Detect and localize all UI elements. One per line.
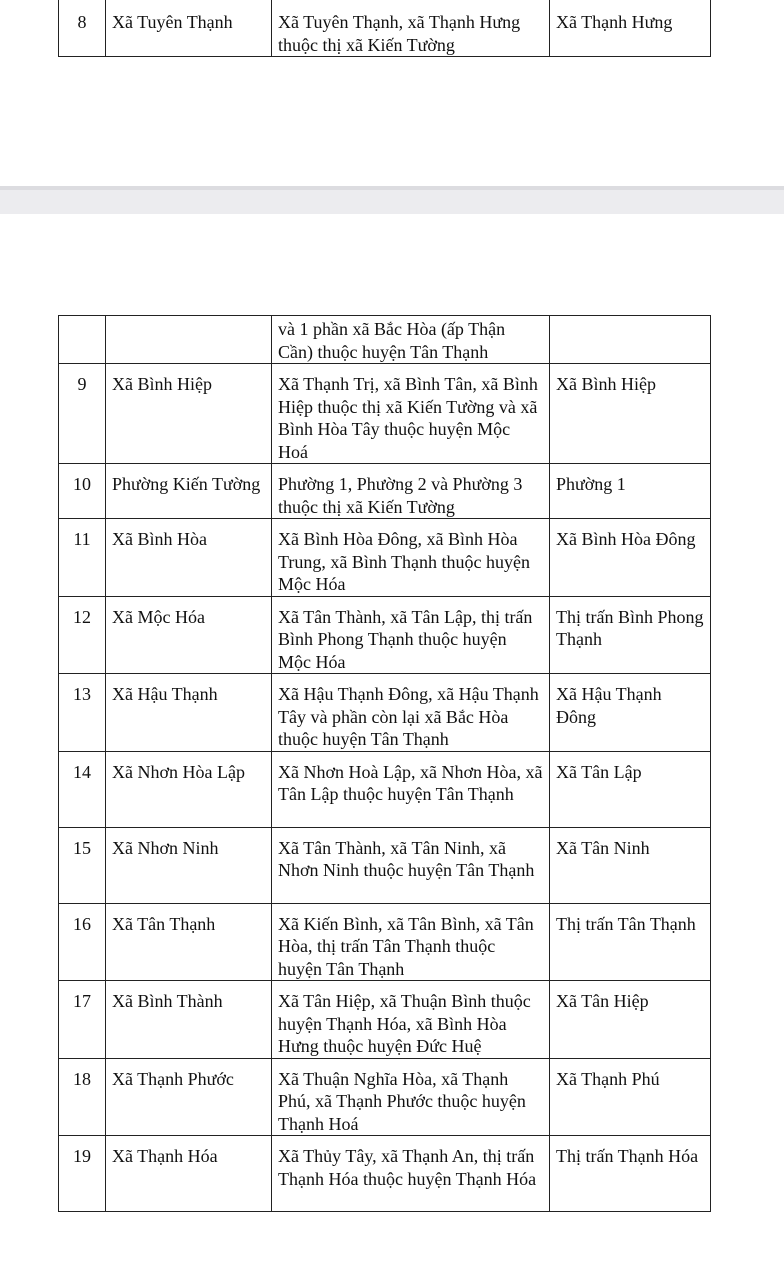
admin-seat: Xã Thạnh Phú [550,1058,711,1136]
row-number: 10 [59,464,106,519]
merged-units: Phường 1, Phường 2 và Phường 3 thuộc thị xã Kiến Tường [272,464,550,519]
page-separator [0,186,784,214]
admin-seat: Xã Tân Hiệp [550,981,711,1059]
admin-seat: Phường 1 [550,464,711,519]
table-row [59,464,711,519]
merged-units: Xã Thủy Tây, xã Thạnh An, thị trấn Thạnh Hóa thuộc huyện Thạnh Hóa [272,1136,550,1212]
table-row [59,1058,711,1136]
admin-seat: Xã Bình Hiệp [550,364,711,464]
merged-units: Xã Tân Thành, xã Tân Lập, thị trấn Bình Phong Thạnh thuộc huyện Mộc Hóa [272,596,550,674]
new-unit-name: Xã Mộc Hóa [106,596,272,674]
row-number: 8 [59,0,106,57]
new-unit-name: Xã Bình Hiệp [106,364,272,464]
new-unit-name: Xã Hậu Thạnh [106,674,272,752]
row-number: 13 [59,674,106,752]
merger-table-bottom [58,315,711,1212]
merged-units: Xã Tân Thành, xã Tân Ninh, xã Nhơn Ninh thuộc huyện Tân Thạnh [272,827,550,903]
table-row [59,596,711,674]
admin-seat: Xã Tân Ninh [550,827,711,903]
admin-seat: Xã Thạnh Hưng [550,0,711,57]
merged-units: Xã Thuận Nghĩa Hòa, xã Thạnh Phú, xã Thạnh Phước thuộc huyện Thạnh Hoá [272,1058,550,1136]
merged-units: Xã Hậu Thạnh Đông, xã Hậu Thạnh Tây và phần còn lại xã Bắc Hòa thuộc huyện Tân Thạnh [272,674,550,752]
new-unit-name: Xã Tân Thạnh [106,903,272,981]
row-number: 19 [59,1136,106,1212]
admin-seat: Xã Tân Lập [550,751,711,827]
admin-seat [550,316,711,364]
table-row [59,674,711,752]
admin-seat: Thị trấn Thạnh Hóa [550,1136,711,1212]
row-number: 11 [59,519,106,597]
admin-seat: Thị trấn Bình Phong Thạnh [550,596,711,674]
merged-units: Xã Tuyên Thạnh, xã Thạnh Hưng thuộc thị xã Kiến Tường [272,0,550,57]
new-unit-name: Xã Nhơn Ninh [106,827,272,903]
table-row-continuation [59,316,711,364]
row-number [59,316,106,364]
merged-units: Xã Tân Hiệp, xã Thuận Bình thuộc huyện Thạnh Hóa, xã Bình Hòa Hưng thuộc huyện Đức Huệ [272,981,550,1059]
table-row [59,364,711,464]
row-number: 17 [59,981,106,1059]
new-unit-name: Phường Kiến Tường [106,464,272,519]
table-row [59,751,711,827]
table-row [59,0,711,57]
merged-units: và 1 phần xã Bắc Hòa (ấp Thận Cần) thuộc huyện Tân Thạnh [272,316,550,364]
page-separator-shadow [0,186,784,190]
merger-table-top [58,0,711,57]
table-row [59,519,711,597]
row-number: 15 [59,827,106,903]
table-row [59,981,711,1059]
table-row [59,827,711,903]
row-number: 12 [59,596,106,674]
row-number: 14 [59,751,106,827]
new-unit-name: Xã Nhơn Hòa Lập [106,751,272,827]
new-unit-name [106,316,272,364]
table-row [59,903,711,981]
row-number: 18 [59,1058,106,1136]
new-unit-name: Xã Tuyên Thạnh [106,0,272,57]
admin-seat: Xã Hậu Thạnh Đông [550,674,711,752]
merged-units: Xã Thạnh Trị, xã Bình Tân, xã Bình Hiệp thuộc thị xã Kiến Tường và xã Bình Hòa Tây thuộc huyện Mộc Hoá [272,364,550,464]
row-number: 9 [59,364,106,464]
new-unit-name: Xã Bình Hòa [106,519,272,597]
new-unit-name: Xã Thạnh Hóa [106,1136,272,1212]
new-unit-name: Xã Bình Thành [106,981,272,1059]
admin-seat: Thị trấn Tân Thạnh [550,903,711,981]
admin-seat: Xã Bình Hòa Đông [550,519,711,597]
merged-units: Xã Bình Hòa Đông, xã Bình Hòa Trung, xã Bình Thạnh thuộc huyện Mộc Hóa [272,519,550,597]
merged-units: Xã Nhơn Hoà Lập, xã Nhơn Hòa, xã Tân Lập thuộc huyện Tân Thạnh [272,751,550,827]
page-bottom [0,214,784,1280]
row-number: 16 [59,903,106,981]
new-unit-name: Xã Thạnh Phước [106,1058,272,1136]
page-top-fragment [0,0,784,186]
merged-units: Xã Kiến Bình, xã Tân Bình, xã Tân Hòa, thị trấn Tân Thạnh thuộc huyện Tân Thạnh [272,903,550,981]
table-row [59,1136,711,1212]
